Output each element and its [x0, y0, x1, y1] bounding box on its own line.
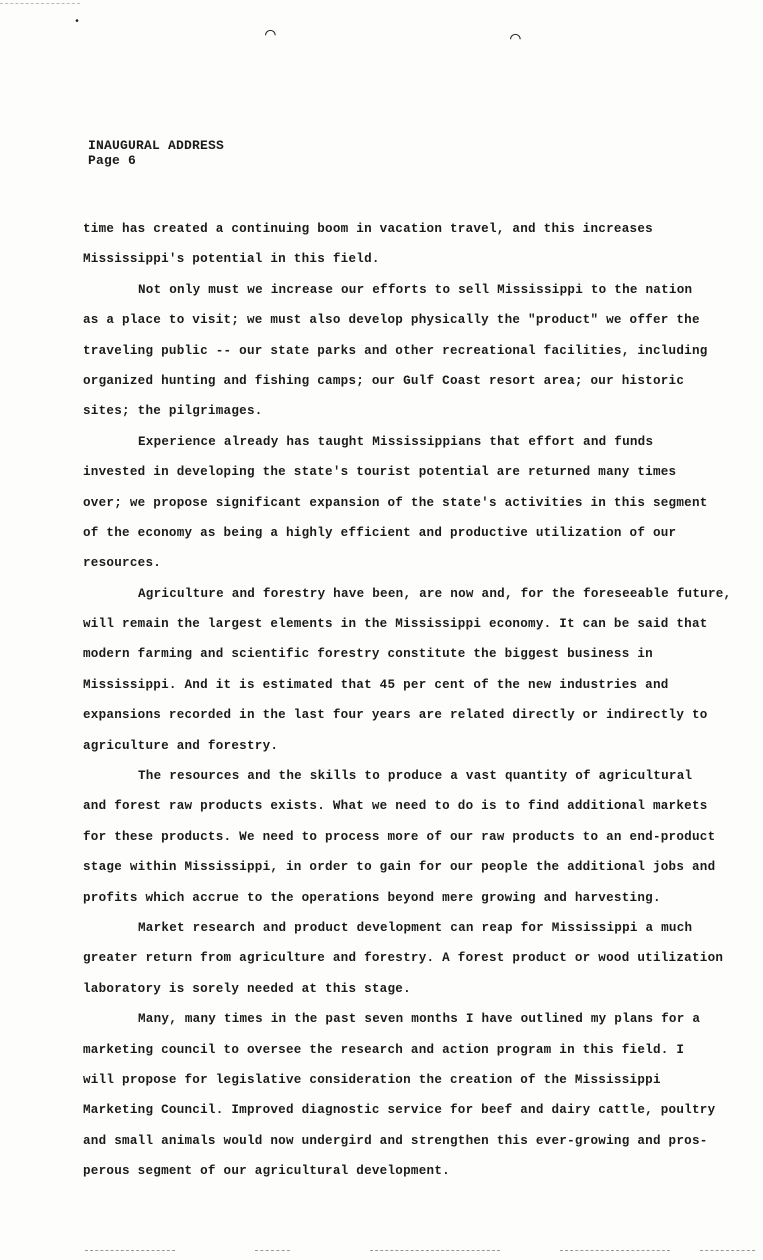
scan-footer-rule: [700, 1250, 755, 1252]
text-line: traveling public -- our state parks and other recreational facilities, including: [83, 343, 708, 358]
text-line: resources.: [83, 556, 162, 571]
text-line: The resources and the skills to produce a vast quantity of agricultural: [138, 769, 693, 784]
text-line: organized hunting and fishing camps; our Gulf Coast resort area; our historic: [83, 373, 685, 388]
paragraph: [83, 761, 716, 913]
paragraph: [83, 1004, 716, 1186]
text-line: stage within Mississippi, in order to gain for our people the additional jobs and: [83, 860, 716, 875]
paragraph: [83, 427, 708, 579]
scan-footer-rule: [560, 1250, 670, 1252]
scan-footer-rule: [85, 1250, 175, 1252]
text-line: Market research and product development can reap for Mississippi a much: [138, 920, 693, 935]
text-line: agriculture and forestry.: [83, 738, 279, 753]
text-line: as a place to visit; we must also develop physically the "product" we offer the: [83, 313, 700, 328]
scan-speck: •: [74, 17, 81, 28]
text-line: modern farming and scientific forestry constitute the biggest business in: [83, 647, 653, 662]
text-line: invested in developing the state's tourist potential are returned many times: [83, 465, 677, 480]
scan-footer-rule: [370, 1250, 500, 1252]
text-line: Not only must we increase our efforts to sell Mississippi to the nation: [138, 282, 693, 297]
text-line: sites; the pilgrimages.: [83, 404, 263, 419]
text-line: and forest raw products exists. What we need to do is to find additional markets: [83, 799, 708, 814]
text-line: Marketing Council. Improved diagnostic service for beef and dairy cattle, poultry: [83, 1103, 716, 1118]
text-line: of the economy as being a highly efficient and productive utilization of our: [83, 525, 677, 540]
scan-edge-mark: [0, 3, 80, 5]
paragraph: [83, 913, 724, 1004]
paragraph: [83, 579, 732, 761]
text-line: greater return from agriculture and forestry. A forest product or wood utilization: [83, 951, 724, 966]
text-line: Experience already has taught Mississippians that effort and funds: [138, 434, 654, 449]
text-line: will remain the largest elements in the Mississippi economy. It can be said that: [83, 617, 708, 632]
text-line: marketing council to oversee the research and action program in this field. I: [83, 1042, 685, 1057]
text-line: and small animals would now undergird and strengthen this ever-growing and pros-: [83, 1133, 708, 1148]
text-line: time has created a continuing boom in vacation travel, and this increases: [83, 222, 653, 236]
page-header: [88, 138, 224, 168]
paragraph: [83, 275, 708, 427]
text-line: Many, many times in the past seven months I have outlined my plans for a: [138, 1012, 701, 1027]
text-line: Mississippi's potential in this field.: [83, 252, 380, 267]
text-line: profits which accrue to the operations beyond mere growing and harvesting.: [83, 890, 661, 905]
text-line: Agriculture and forestry have been, are now and, for the foreseeable future,: [138, 586, 732, 601]
paragraph: [83, 214, 708, 275]
binder-hole-mark-right: ⌒: [510, 29, 521, 49]
body-text: [83, 214, 732, 1187]
text-line: will propose for legislative consideration the creation of the Mississippi: [83, 1072, 661, 1087]
document-title: INAUGURAL ADDRESS: [88, 138, 225, 153]
text-line: expansions recorded in the last four years are related directly or indirectly to: [83, 708, 708, 723]
text-line: over; we propose significant expansion of the state's activities in this segment: [83, 495, 708, 510]
text-line: Mississippi. And it is estimated that 45 per cent of the new industries and: [83, 677, 669, 692]
text-line: perous segment of our agricultural development.: [83, 1164, 450, 1179]
page-number: Page 6: [88, 153, 137, 168]
scan-footer-rule: [255, 1250, 290, 1252]
text-line: for these products. We need to process more of our raw products to an end-product: [83, 829, 716, 844]
binder-hole-mark-left: ⌒: [265, 25, 276, 45]
text-line: laboratory is sorely needed at this stage.: [83, 981, 411, 996]
